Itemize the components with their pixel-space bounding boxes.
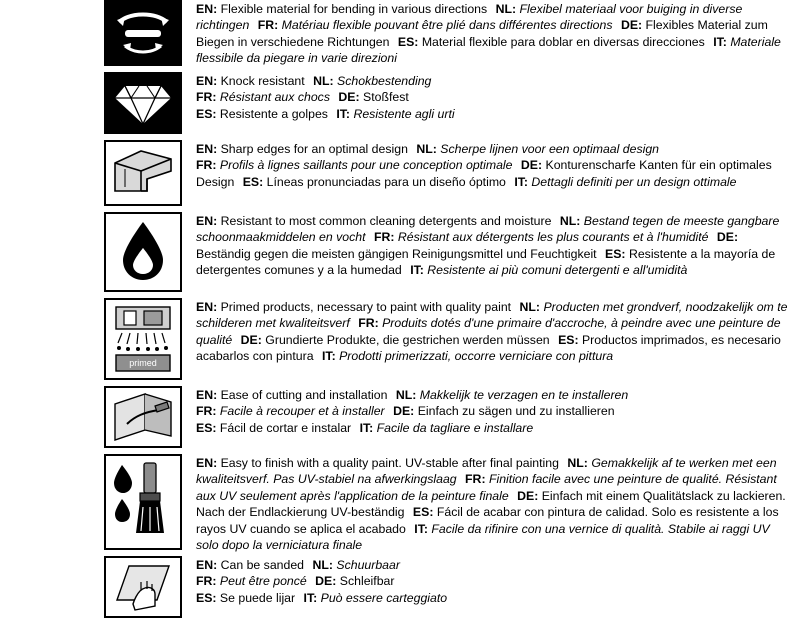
feature-text-es: Material flexible para doblar en diversas direcciones (421, 34, 705, 49)
feature-text (182, 212, 788, 279)
cutting-saw-icon (104, 386, 182, 448)
feature-row (0, 0, 788, 66)
paint-brush-drops-icon (104, 454, 182, 550)
diamond-icon (104, 72, 182, 134)
feature-text (182, 298, 788, 365)
lang-label-en: EN: (196, 456, 218, 470)
lang-label-fr: FR: (196, 574, 217, 589)
lang-label-es: ES: (558, 332, 579, 347)
lang-label-it: IT: (336, 106, 351, 121)
feature-text-it: Resistente ai più comuni detergenti e all'umidità (427, 263, 688, 278)
feature-text-nl: Gemakkelijk af te werken met een kwaliteitsverf. Pas UV-stabiel na afwerkingslaag (196, 456, 777, 487)
lang-label-it: IT: (410, 263, 424, 278)
feature-text-nl: Schokbestending (337, 74, 432, 88)
feature-text-nl: Schuurbaar (336, 558, 400, 572)
feature-text-de: Schleifbar (339, 574, 395, 589)
lang-label-fr: FR: (196, 158, 217, 173)
lang-label-it: IT: (322, 349, 336, 364)
feature-text-de: Beständig gegen die meisten gängigen Reinigungsmittel und Feuchtigkeit (196, 246, 597, 261)
lang-label-it: IT: (359, 420, 374, 435)
feature-text-it: Resistente agli urti (353, 106, 455, 121)
lang-label-it: IT: (514, 174, 528, 189)
feature-row (0, 386, 788, 448)
feature-text-nl: Makkelijk te verzagen en te installeren (419, 388, 629, 402)
feature-text-en: Sharp edges for an optimal design (220, 142, 408, 156)
feature-text-it: Prodotti primerizzati, occorre verniciare con pittura (339, 349, 614, 364)
lang-label-nl: NL: (395, 388, 417, 402)
lang-label-fr: FR: (257, 18, 279, 33)
bending-arrows-icon (104, 0, 182, 66)
lang-label-nl: NL: (313, 74, 334, 88)
lang-label-es: ES: (605, 246, 626, 261)
feature-text-it: Dettagli definiti per un design ottimale (531, 174, 737, 189)
lang-label-en: EN: (196, 142, 218, 156)
feature-text (182, 556, 788, 606)
feature-text-es: Fácil de acabar con pintura de calidad. Solo es resistente a los rayos UV cuando se aplica el acabado (196, 505, 779, 536)
feature-text-es: Resistente a la mayoría de detergentes comunes y a la humedad (196, 246, 776, 278)
feature-text-es: Se puede lijar (219, 590, 296, 605)
lang-label-en: EN: (196, 2, 218, 16)
feature-row (0, 454, 788, 553)
lang-label-de: DE: (338, 90, 360, 105)
feature-text-en: Primed products, necessary to paint with quality paint (220, 300, 512, 314)
lang-label-fr: FR: (465, 472, 486, 487)
lang-label-en: EN: (196, 558, 218, 572)
lang-label-en: EN: (196, 74, 218, 88)
feature-text-en: Ease of cutting and installation (220, 388, 388, 402)
feature-text (182, 140, 788, 190)
primed-icon-label: primed (129, 358, 157, 368)
feature-row (0, 72, 788, 134)
lang-label-fr: FR: (358, 316, 379, 331)
feature-text-de: Flexibles Material zum Biegen in verschiedene Richtungen (196, 18, 768, 49)
primed-spray-icon (104, 298, 182, 380)
lang-label-it: IT: (713, 34, 727, 49)
feature-text-fr: Matériau flexible pouvant être plié dans différentes directions (281, 18, 613, 33)
sharp-edges-profile-icon (104, 140, 182, 206)
lang-label-en: EN: (196, 388, 218, 402)
lang-label-en: EN: (196, 214, 218, 228)
feature-text-it: Può essere carteggiato (320, 590, 448, 605)
feature-text-fr: Résistant aux chocs (219, 90, 330, 105)
lang-label-nl: NL: (519, 300, 541, 314)
feature-text-it: Materiale flessibile da piegare in varie direzioni (196, 34, 781, 66)
feature-text-es: Líneas pronunciadas para un diseño óptimo (266, 174, 506, 189)
lang-label-de: DE: (393, 404, 415, 419)
lang-label-de: DE: (240, 332, 262, 347)
feature-row (0, 556, 788, 618)
lang-label-es: ES: (196, 420, 217, 435)
feature-text-fr: Peut être poncé (219, 574, 307, 589)
lang-label-en: EN: (196, 300, 218, 314)
feature-text-es: Fácil de cortar e instalar (219, 420, 352, 435)
feature-text-en: Can be sanded (220, 558, 305, 572)
feature-text-de: Grundierte Produkte, die gestrichen werden müssen (265, 332, 550, 347)
feature-row (0, 212, 788, 292)
lang-label-fr: FR: (196, 90, 217, 105)
feature-text (182, 72, 788, 122)
lang-label-nl: NL: (495, 2, 517, 16)
lang-label-es: ES: (196, 590, 217, 605)
feature-text-fr: Produits dotés d'une primaire d'accroche, à peindre avec une peinture de qualité (196, 316, 781, 347)
lang-label-nl: NL: (567, 456, 588, 470)
feature-text-nl: Bestand tegen de meeste gangbare schoonmaakmiddelen en vocht (196, 214, 780, 245)
lang-label-de: DE: (620, 18, 643, 33)
sanding-hand-icon (104, 556, 182, 618)
lang-label-de: DE: (315, 574, 337, 589)
lang-label-it: IT: (414, 521, 428, 536)
lang-label-fr: FR: (373, 230, 395, 245)
lang-label-de: DE: (517, 488, 539, 503)
feature-text-es: Resistente a golpes (219, 106, 328, 121)
feature-text-fr: Finition facile avec une peinture de qualité. Résistant aux UV seulement après l'application de la peinture finale (196, 472, 777, 503)
feature-text-fr: Facile à recouper et à installer (219, 404, 385, 419)
feature-text-de: Stoßfest (363, 90, 409, 105)
water-drop-icon (104, 212, 182, 292)
feature-text-fr: Profils à lignes saillants pour une conception optimale (219, 158, 513, 173)
lang-label-es: ES: (242, 174, 264, 189)
lang-label-es: ES: (196, 106, 217, 121)
lang-label-it: IT: (303, 590, 318, 605)
lang-label-fr: FR: (196, 404, 217, 419)
lang-label-nl: NL: (416, 142, 437, 156)
feature-text-nl: Flexibel materiaal voor buiging in diverse richtingen (196, 2, 743, 33)
lang-label-de: DE: (716, 230, 739, 245)
feature-text (182, 0, 788, 67)
lang-label-de: DE: (520, 158, 543, 173)
feature-text (182, 454, 788, 554)
feature-text-en: Knock resistant (220, 74, 305, 88)
feature-text-en: Flexible material for bending in various directions (220, 2, 488, 16)
feature-text-de: Konturenscharfe Kanten für ein optimales Design (196, 158, 772, 189)
lang-label-es: ES: (412, 505, 434, 520)
feature-text-nl: Producten met grondverf, noodzakelijk om te schilderen met kwaliteitsverf (196, 300, 788, 331)
lang-label-nl: NL: (312, 558, 333, 572)
lang-label-es: ES: (397, 34, 419, 49)
feature-text-nl: Scherpe lijnen voor een optimaal design (440, 142, 660, 156)
feature-text-de: Einfach zu sägen und zu installieren (417, 404, 615, 419)
lang-label-nl: NL: (559, 214, 581, 228)
feature-text-de: Einfach mit einem Qualitätslack zu lackieren. Nach der Endlackierung UV-beständig (196, 488, 786, 520)
feature-row (0, 298, 788, 380)
feature-text-it: Facile da tagliare e installare (376, 420, 534, 435)
feature-text (182, 386, 788, 436)
feature-text-fr: Résistant aux détergents les plus courants et à l'humidité (397, 230, 709, 245)
feature-text-en: Easy to finish with a quality paint. UV-stable after final painting (220, 456, 559, 470)
feature-text-it: Facile da rifinire con una vernice di qualità. Stabile ai raggi UV solo dopo la verniciatura finale (196, 521, 770, 553)
feature-row (0, 140, 788, 206)
feature-text-en: Resistant to most common cleaning detergents and moisture (220, 214, 552, 228)
feature-text-es: Productos imprimados, es necesario acabarlos con pintura (196, 332, 781, 364)
